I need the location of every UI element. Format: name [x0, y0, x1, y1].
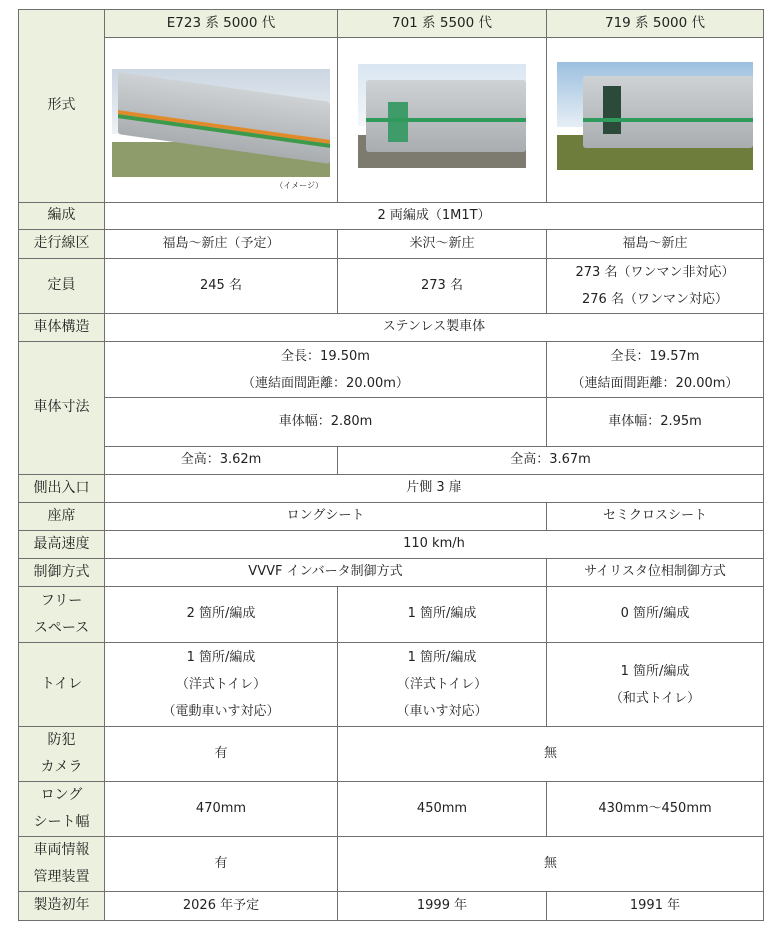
speed-value: 110 km/h	[105, 531, 764, 559]
label-first-year: 製造初年	[19, 892, 105, 921]
label-camera	[19, 727, 105, 782]
label-structure: 車体構造	[19, 314, 105, 342]
toilet-e723	[105, 643, 338, 727]
label-speed: 最高速度	[19, 531, 105, 559]
toilet-line: （車いす対応）	[396, 704, 488, 719]
camera-701-719: 無	[338, 727, 764, 782]
toilet-line: 1 箇所/編成	[407, 650, 477, 665]
toilet-line: （和式トイレ）	[609, 690, 701, 706]
label-line: 管理装置	[33, 869, 90, 885]
label-dimensions: 車体寸法	[19, 342, 105, 475]
seat-width-719: 430mm～450mm	[547, 782, 764, 837]
719-photo-cell	[547, 38, 764, 203]
route-719: 福島～新庄	[547, 230, 764, 259]
route-701: 米沢～新庄	[338, 230, 547, 259]
label-line: スペース	[33, 619, 90, 636]
length-value: 全長：19.50m	[281, 348, 370, 364]
camera-e723: 有	[105, 727, 338, 782]
formation-value: 2 両編成（1M1T）	[105, 203, 764, 230]
capacity-719	[547, 259, 764, 314]
control-719: サイリスタ位相制御方式	[547, 559, 764, 587]
structure-value: ステンレス製車体	[105, 314, 764, 342]
first-year-701: 1999 年	[338, 892, 547, 921]
header-719: 719 系 5000 代	[547, 10, 764, 38]
label-seats: 座席	[19, 503, 105, 531]
free-space-719: 0 箇所/編成	[547, 587, 764, 643]
capacity-701: 273 名	[338, 259, 547, 314]
label-doors: 側出入口	[19, 475, 105, 503]
label-capacity: 定員	[19, 259, 105, 314]
seat-width-701: 450mm	[338, 782, 547, 837]
toilet-719	[547, 643, 764, 727]
e723-photo-cell	[105, 38, 338, 203]
length-value: 全長：19.57m	[610, 348, 700, 364]
toilet-line: 1 箇所/編成	[620, 663, 690, 679]
control-e723-701: VVVF インバータ制御方式	[105, 559, 547, 587]
701-photo-cell	[338, 38, 547, 203]
info-system-701-719: 無	[338, 837, 764, 892]
seats-719: セミクロスシート	[547, 503, 764, 531]
label-formation: 編成	[19, 203, 105, 230]
label-line: 防犯	[47, 732, 76, 748]
701-train-photo	[358, 64, 526, 168]
label-line: フリー	[40, 592, 83, 609]
train-spec-table	[18, 9, 764, 921]
label-route: 走行線区	[19, 230, 105, 259]
toilet-line: （洋式トイレ）	[175, 677, 267, 692]
height-701-719: 全高：3.67m	[338, 447, 764, 475]
label-line: 車両情報	[33, 842, 90, 858]
width-719: 車体幅：2.95m	[547, 398, 764, 447]
label-seat-width	[19, 782, 105, 837]
label-line: シート幅	[33, 814, 90, 830]
capacity-719-non-oneman: 273 名（ワンマン非対応）	[575, 265, 735, 280]
image-caption: （イメージ）	[275, 181, 323, 190]
label-line: カメラ	[40, 759, 83, 775]
doors-value: 片側 3 扉	[105, 475, 764, 503]
header-e723: E723 系 5000 代	[105, 10, 338, 38]
label-info-system	[19, 837, 105, 892]
coupling-distance-value: （連結面間距離：20.00m）	[571, 375, 739, 391]
label-control: 制御方式	[19, 559, 105, 587]
719-train-photo	[557, 62, 753, 170]
width-e723-701: 車体幅：2.80m	[105, 398, 547, 447]
label-toilet: トイレ	[19, 643, 105, 727]
label-line: ロング	[40, 787, 83, 803]
length-e723-701	[105, 342, 547, 398]
capacity-719-oneman: 276 名（ワンマン対応）	[582, 292, 728, 307]
first-year-e723: 2026 年予定	[105, 892, 338, 921]
route-e723: 福島～新庄（予定）	[105, 230, 338, 259]
toilet-701	[338, 643, 547, 727]
free-space-e723: 2 箇所/編成	[105, 587, 338, 643]
coupling-distance-value: （連結面間距離：20.00m）	[242, 375, 409, 391]
info-system-e723: 有	[105, 837, 338, 892]
height-e723: 全高：3.62m	[105, 447, 338, 475]
seat-width-e723: 470mm	[105, 782, 338, 837]
label-free-space	[19, 587, 105, 643]
toilet-line: 1 箇所/編成	[186, 650, 256, 665]
length-719	[547, 342, 764, 398]
seats-e723-701: ロングシート	[105, 503, 547, 531]
free-space-701: 1 箇所/編成	[338, 587, 547, 643]
e723-train-photo	[112, 69, 330, 177]
header-701: 701 系 5500 代	[338, 10, 547, 38]
toilet-line: （洋式トイレ）	[396, 677, 488, 692]
toilet-line: （電動車いす対応）	[162, 704, 280, 719]
capacity-e723: 245 名	[105, 259, 338, 314]
first-year-719: 1991 年	[547, 892, 764, 921]
label-type: 形式	[19, 10, 105, 203]
